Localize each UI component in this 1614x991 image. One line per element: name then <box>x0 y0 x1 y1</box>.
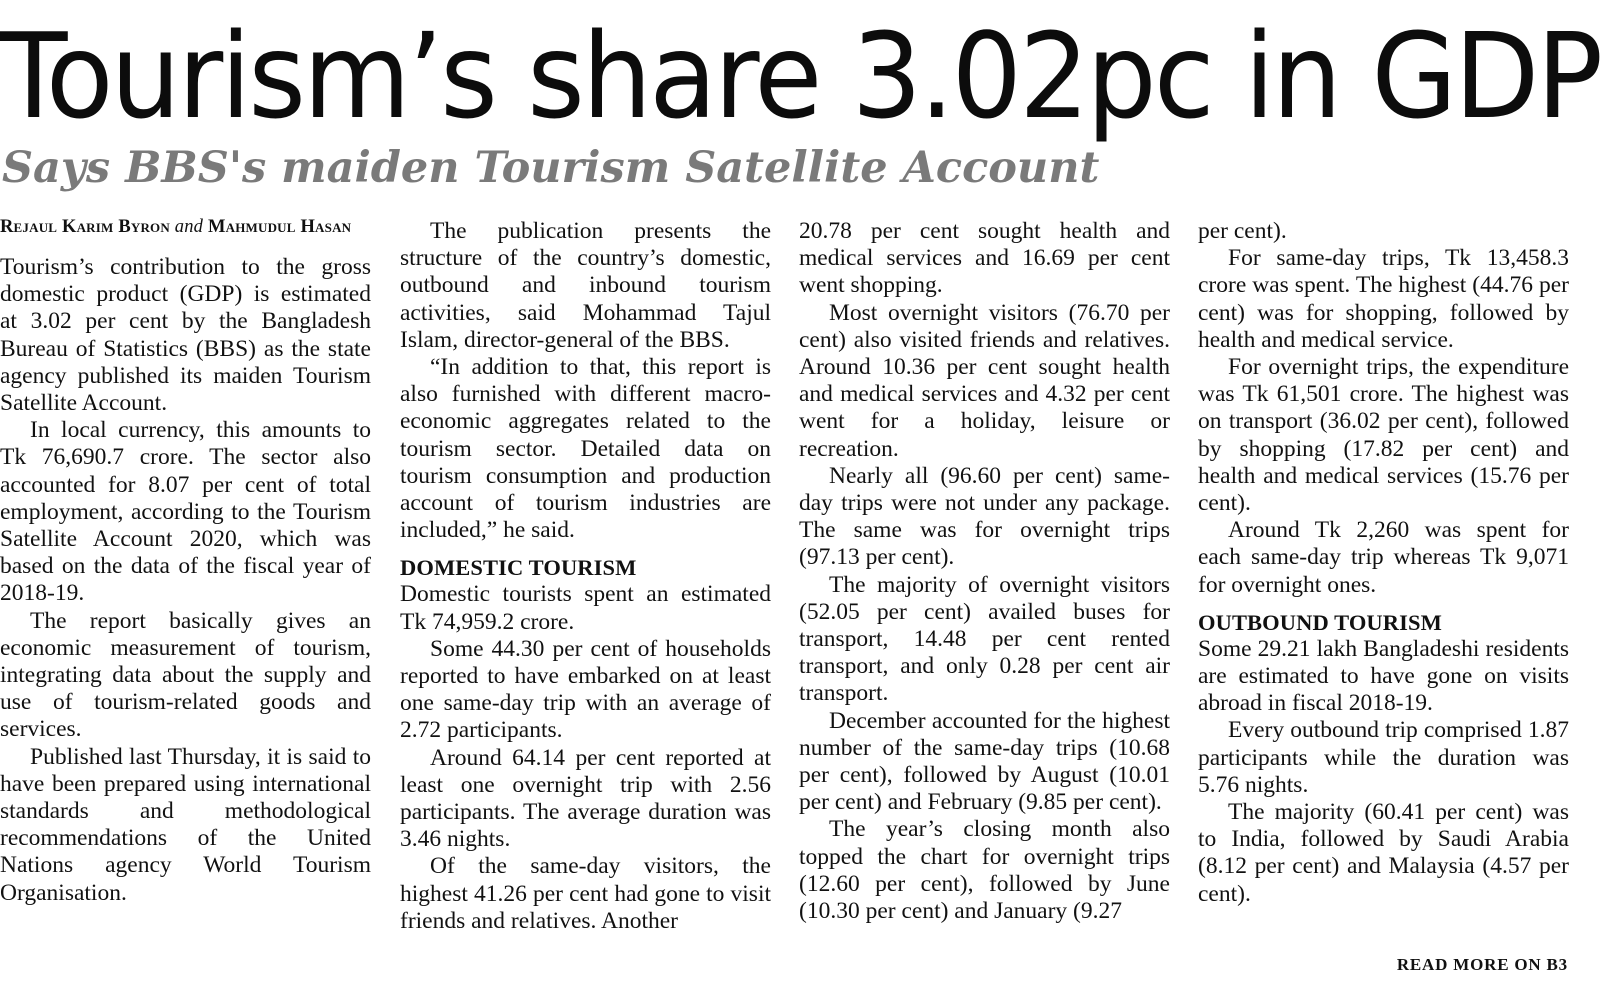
byline-author-1: Rejaul Karim Byron <box>0 217 170 237</box>
paragraph: Some 44.30 per cent of households reported to have embarked on at least one same-day trip with an average of 2.72 participants. <box>400 635 771 744</box>
byline-conjunction: and <box>174 217 204 237</box>
paragraph: Published last Thursday, it is said to have been prepared using international standards and methodological recommendations of the United Nations agency World Tourism Organisation. <box>0 743 371 906</box>
headline: Tourism’s share 3.02pc in GDP <box>0 7 1601 145</box>
byline <box>0 218 371 237</box>
article-column-4 <box>1198 218 1569 908</box>
paragraph: Every outbound trip comprised 1.87 participants while the duration was 5.76 nights. <box>1198 717 1569 798</box>
section-heading-outbound: OUTBOUND TOURISM <box>1198 609 1442 635</box>
paragraph: The report basically gives an economic measurement of tourism, integrating data about the supply and use of tourism-related goods and services. <box>0 607 371 743</box>
paragraph: per cent). <box>1198 218 1287 244</box>
paragraph: Most overnight visitors (76.70 per cent) also visited friends and relatives. Around 10.36 per cent sought health and medical services and 4.32 per cent went for a holiday, leisure or recreation. <box>799 299 1170 462</box>
paragraph: Some 29.21 lakh Bangladeshi residents are estimated to have gone on visits abroad in fiscal 2018-19. <box>1198 635 1569 717</box>
article-column-1 <box>0 218 371 907</box>
paragraph: For same-day trips, Tk 13,458.3 crore was spent. The highest (44.76 per cent) was for shopping, followed by health and medical service. <box>1198 245 1569 353</box>
paragraph: December accounted for the highest number of the same-day trips (10.68 per cent), followed by August (10.01 per cent) and February (9.85 per cent). <box>799 707 1170 816</box>
paragraph: Of the same-day visitors, the highest 41.26 per cent had gone to visit friends and relatives. Another <box>400 853 771 934</box>
article-column-2 <box>400 218 771 935</box>
byline-author-2: Mahmudul Hasan <box>207 217 352 237</box>
article-column-3 <box>799 218 1170 925</box>
paragraph: Around Tk 2,260 was spent for each same-day trip whereas Tk 9,071 for overnight ones. <box>1198 517 1569 598</box>
subheadline: Says BBS's maiden Tourism Satellite Account <box>2 143 1100 193</box>
paragraph: The publication presents the structure of the country’s domestic, outbound and inbound tourism activities, said Mohammad Tajul Islam, director-general of the BBS. <box>400 218 771 353</box>
paragraph: Nearly all (96.60 per cent) same-day trips were not under any package. The same was for overnight trips (97.13 per cent). <box>799 462 1170 571</box>
paragraph: Domestic tourists spent an estimated Tk 74,959.2 crore. <box>400 581 771 635</box>
paragraph: The majority of overnight visitors (52.05 per cent) availed buses for transport, 14.48 per cent rented transport, and only 0.28 per cent air transport. <box>799 571 1170 707</box>
section-heading-domestic: DOMESTIC TOURISM <box>400 555 637 581</box>
paragraph: For overnight trips, the expenditure was Tk 61,501 crore. The highest was on transport (36.02 per cent), followed by shopping (17.82 per cent) and health and medical services (15.76 per cent). <box>1198 354 1569 517</box>
paragraph: 20.78 per cent sought health and medical services and 16.69 per cent went shopping. <box>799 218 1170 299</box>
paragraph: The year’s closing month also topped the chart for overnight trips (12.60 per cent), followed by June (10.30 per cent) and January (9.27 <box>799 816 1170 925</box>
paragraph: Tourism’s contribution to the gross domestic product (GDP) is estimated at 3.02 per cent by the Bangladesh Bureau of Statistics (BBS) as the state agency published its maiden Tourism Satellite Account. <box>0 254 371 417</box>
read-more-link[interactable]: READ MORE ON B3 <box>1396 955 1568 974</box>
paragraph: The majority (60.41 per cent) was to India, followed by Saudi Arabia (8.12 per cent) and Malaysia (4.57 per cent). <box>1198 799 1569 907</box>
paragraph: Around 64.14 per cent reported at least one overnight trip with 2.56 participants. The average duration was 3.46 nights. <box>400 744 771 853</box>
paragraph: “In addition to that, this report is also furnished with different macro-economic aggregates related to the tourism sector. Detailed data on tourism consumption and production account of tourism industries are included,” he said. <box>400 354 771 544</box>
paragraph: In local currency, this amounts to Tk 76,690.7 crore. The sector also accounted for 8.07 per cent of total employment, according to the Tourism Satellite Account 2020, which was based on the data of the fiscal year of 2018-19. <box>0 417 371 607</box>
